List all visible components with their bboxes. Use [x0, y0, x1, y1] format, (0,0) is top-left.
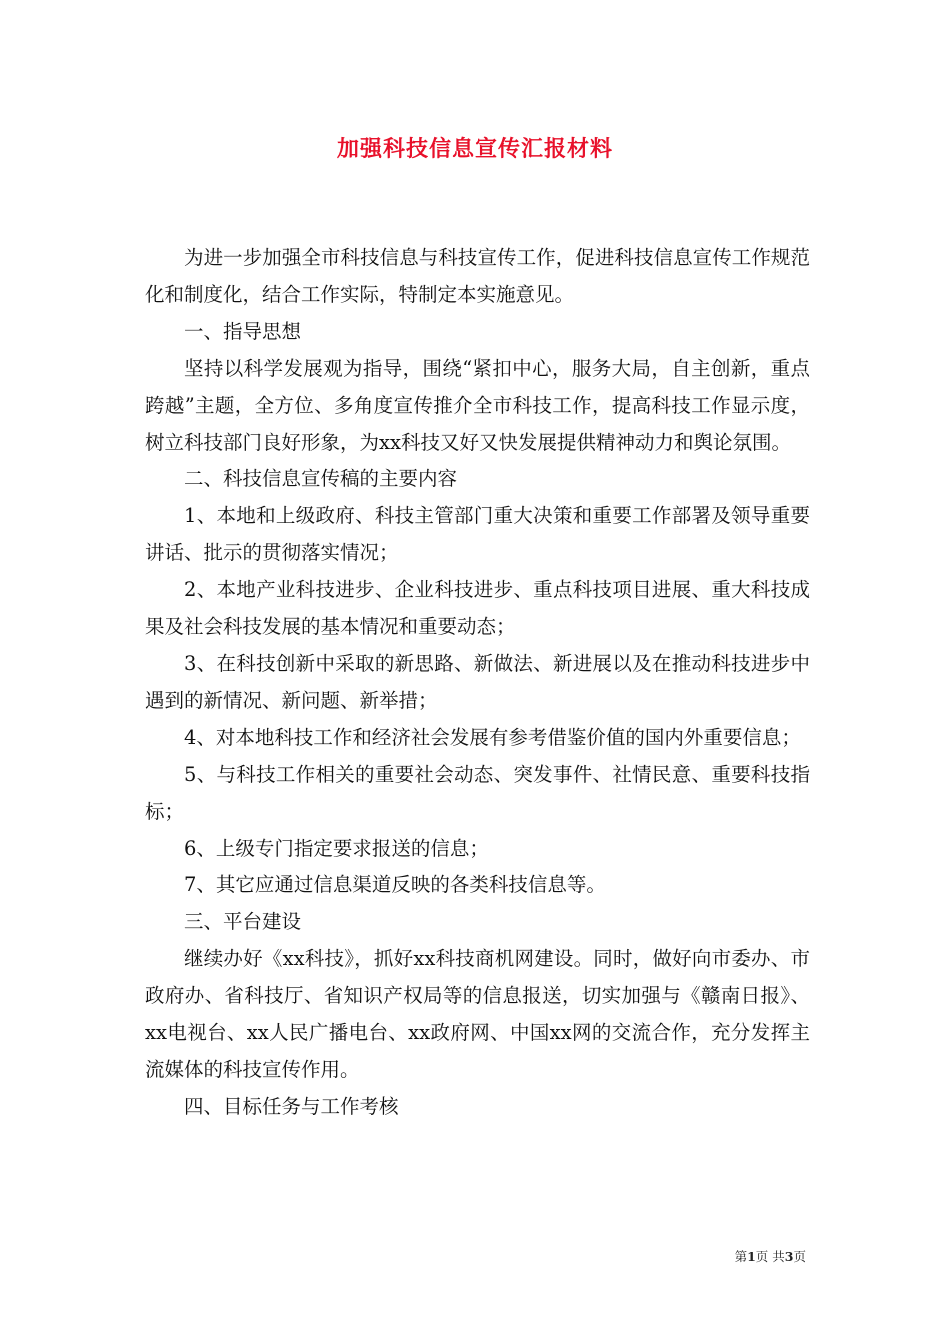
guiding-thought-paragraph: 坚持以科学发展观为指导，围绕“紧扣中心，服务大局，自主创新，重点跨越”主题，全方位、多角度宣传推介全市科技工作，提高科技工作显示度，树立科技部门良好形象，为xx科技又好又快发展提供精神动力和舆论氛围。	[145, 356, 810, 454]
document-body	[145, 240, 810, 1126]
total-page-number: 3	[784, 1249, 794, 1264]
content-item-4: 4、对本地科技工作和经济社会发展有参考借鉴价值的国内外重要信息；	[184, 725, 801, 749]
intro-paragraph: 为进一步加强全市科技信息与科技宣传工作，促进科技信息宣传工作规范化和制度化，结合工作实际，特制定本实施意见。	[145, 246, 810, 306]
content-item-5: 5、与科技工作相关的重要社会动态、突发事件、社情民意、重要科技指标；	[145, 762, 810, 823]
section-heading-1: 一、指导思想	[184, 319, 302, 343]
content-item-7: 7、其它应通过信息渠道反映的各类科技信息等。	[184, 873, 606, 897]
content-item-6: 6、上级专门指定要求报送的信息；	[184, 836, 489, 860]
section-heading-4: 四、目标任务与工作考核	[184, 1094, 399, 1118]
platform-paragraph: 继续办好《xx科技》，抓好xx科技商机网建设。同时，做好向市委办、市政府办、省科技厅、省知识产权局等的信息报送，切实加强与《赣南日报》、xx电视台、xx人民广播电台、xx政府网、中国xx网的交流合作，充分发挥主流媒体的科技宣传作用。	[145, 947, 810, 1081]
current-page-number: 1	[747, 1249, 756, 1264]
footer-middle: 页 共	[755, 1249, 785, 1264]
content-item-3: 3、在科技创新中采取的新思路、新做法、新进展以及在推动科技进步中遇到的新情况、新问题、新举措；	[145, 651, 810, 712]
footer-prefix: 第	[734, 1249, 748, 1264]
content-item-1: 1、本地和上级政府、科技主管部门重大决策和重要工作部署及领导重要讲话、批示的贯彻落实情况；	[145, 504, 810, 565]
section-heading-3: 三、平台建设	[184, 910, 302, 934]
content-item-2: 2、本地产业科技进步、企业科技进步、重点科技项目进展、重大科技成果及社会科技发展的基本情况和重要动态；	[145, 578, 810, 639]
document-title: 加强科技信息宣传汇报材料	[336, 136, 613, 162]
section-heading-2: 二、科技信息宣传稿的主要内容	[184, 467, 458, 491]
footer-suffix: 页	[793, 1249, 806, 1264]
page-number-footer	[735, 1248, 806, 1266]
